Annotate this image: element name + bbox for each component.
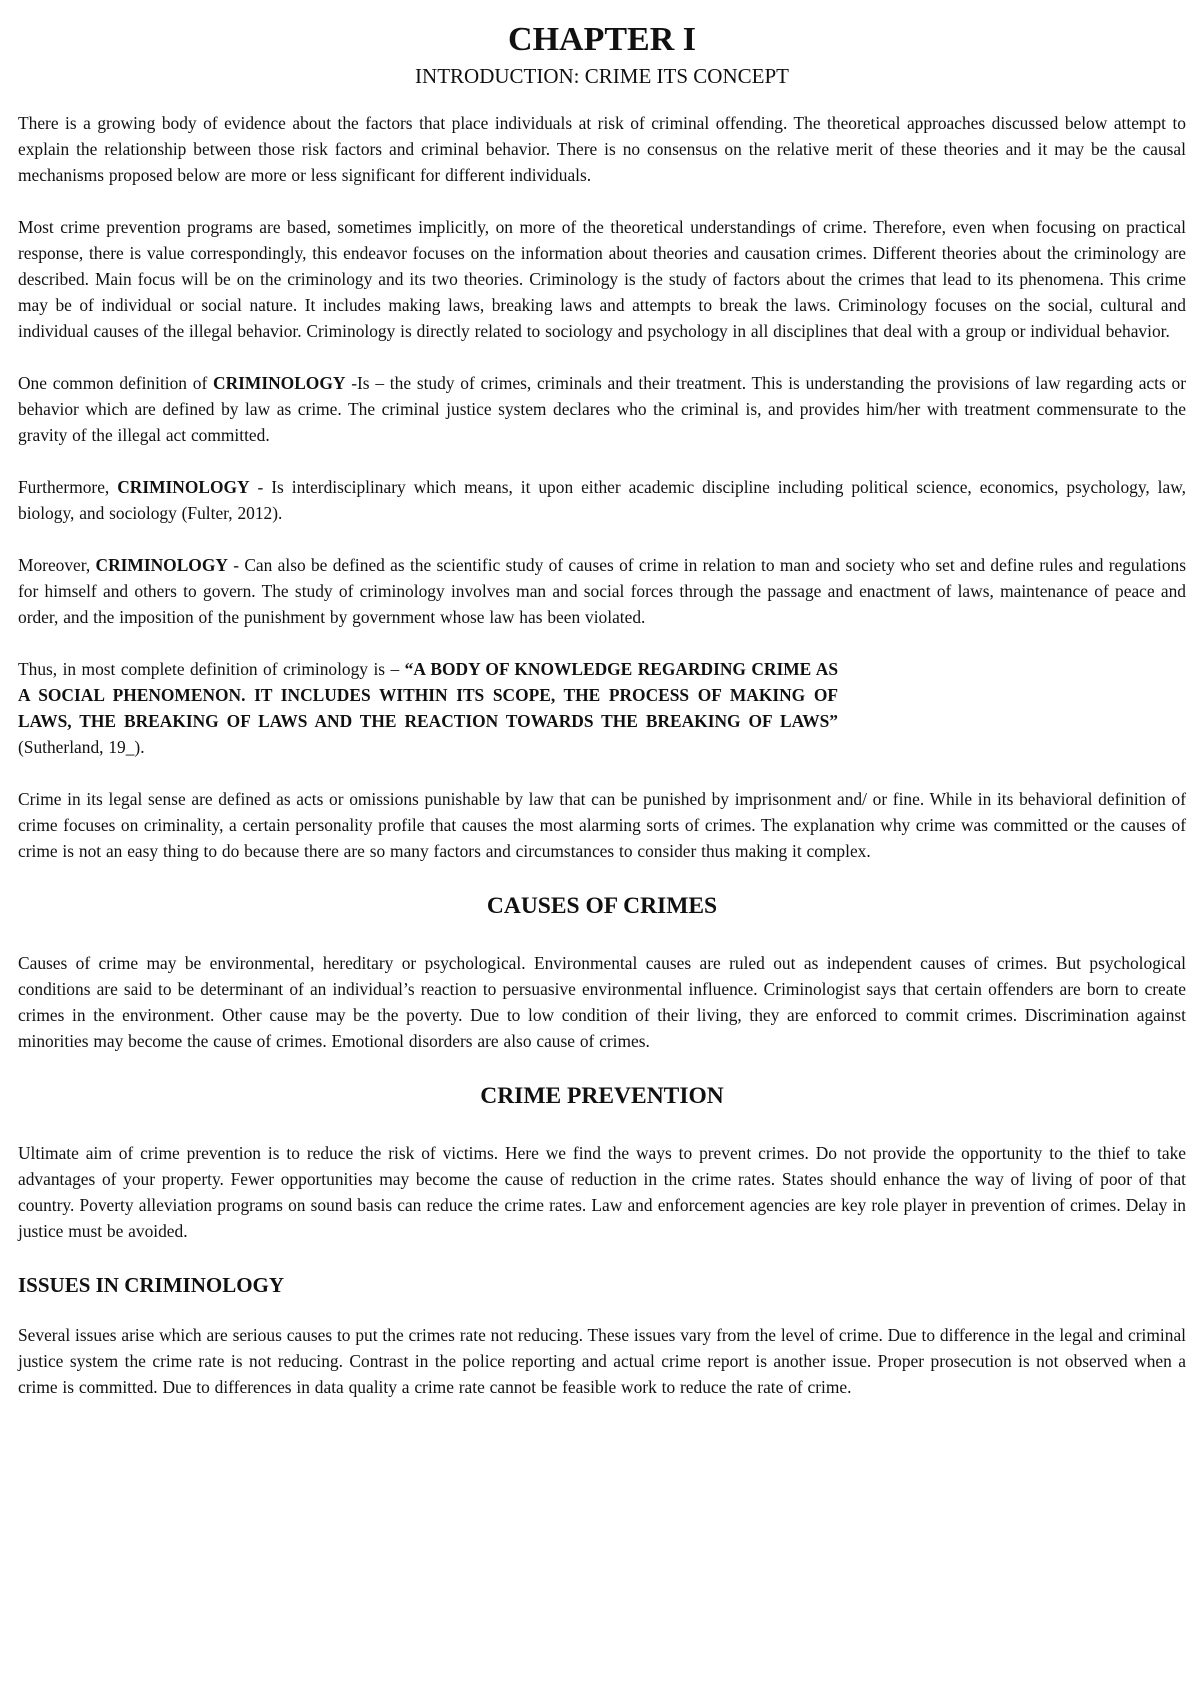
text-segment: -Is – the study of crimes, criminals and their treatment. This is understanding the provisions of law regarding acts or behavior which are defined by law as crime. The criminal justice system declares who the criminal is, and provides him/her with treatment commensurate to the gravity of the illegal act committed. (18, 373, 1186, 445)
term-criminology: CRIMINOLOGY (117, 477, 250, 497)
section-heading-causes: CAUSES OF CRIMES (486, 893, 718, 919)
text-segment: One common definition of (18, 373, 214, 393)
section-heading-issues: ISSUES IN CRIMINOLOGY (18, 1273, 285, 1297)
text-segment: Thus, in most complete definition of criminology is – (18, 659, 405, 679)
paragraph-sutherland-definition (18, 656, 838, 760)
text-segment: - Can also be defined as the scientific study of causes of crime in relation to man and society who set and define rules and regulations for himself and others to govern. The study of criminology involves man and social forces through the passage and enactment of laws, maintenance of peace and order, and the imposition of the punishment by government whose law has been violated. (18, 555, 1187, 627)
paragraph-prevention: Ultimate aim of crime prevention is to reduce the risk of victims. Here we find the ways to prevent crimes. Do not provide the opportunity to the thief to take advantages of your property. Fewer opportunities may become the cause of reduction in the crime rates. States should enhance the way of living of poor of that country. Poverty alleviation programs on sound basis can reduce the crime rates. Law and enforcement agencies are key role player in prevention of crimes. Delay in justice must be avoided. (18, 1143, 1186, 1241)
text-segment: Furthermore, (18, 477, 118, 497)
term-criminology: CRIMINOLOGY (213, 373, 346, 393)
paragraph-definition-common (18, 370, 1186, 448)
text-segment: Moreover, (18, 555, 96, 575)
section-heading-prevention: CRIME PREVENTION (480, 1083, 724, 1109)
citation: (Sutherland, 19_). (18, 737, 145, 757)
paragraph-causes: Causes of crime may be environmental, hereditary or psychological. Environmental causes are ruled out as independent causes of crimes. But psychological conditions are said to be determinant of an individual’s reaction to persuasive environmental influence. Criminologist says that certain offenders are born to create crimes in the environment. Other cause may be the poverty. Due to low condition of their living, they are enforced to commit crimes. Discrimination against minorities may become the cause of crimes. Emotional disorders are also cause of crimes. (18, 953, 1186, 1051)
paragraph-intro: There is a growing body of evidence about the factors that place individuals at risk of criminal offending. The theoretical approaches discussed below attempt to explain the relationship between those risk factors and criminal behavior. There is no consensus on the relative merit of these theories and it may be the causal mechanisms proposed below are more or less significant for different individuals. (18, 113, 1186, 185)
text-segment: - Is interdisciplinary which means, it upon either academic discipline including political science, economics, psychology, law, biology, and sociology (Fulter, 2012). (18, 477, 1187, 523)
paragraph-issues: Several issues arise which are serious causes to put the crimes rate not reducing. These issues vary from the level of crime. Due to difference in the legal and criminal justice system the crime rate is not reducing. Contrast in the police reporting and actual crime report is another issue. Proper prosecution is not observed when a crime is committed. Due to differences in data quality a crime rate cannot be feasible work to reduce the rate of crime. (18, 1325, 1186, 1397)
paragraph-definition-scientific (18, 552, 1186, 630)
sutherland-quote: “A BODY OF KNOWLEDGE REGARDING CRIME AS A SOCIAL PHENOMENON. IT INCLUDES WITHIN ITS SCOPE, THE PROCESS OF MAKING OF LAWS, THE BREAKING OF LAWS AND THE REACTION TOWARDS THE BREAKING OF LAWS” (18, 659, 838, 731)
chapter-title: CHAPTER I (508, 21, 696, 58)
paragraph-legal-sense: Crime in its legal sense are defined as acts or omissions punishable by law that can be punished by imprisonment and/ or fine. While in its behavioral definition of crime focuses on criminality, a certain personality profile that causes the most alarming sorts of crimes. The explanation why crime was committed or the causes of crime is not an easy thing to do because there are so many factors and circumstances to consider thus making it complex. (18, 789, 1186, 861)
paragraph-definition-interdisciplinary (18, 474, 1186, 526)
term-criminology: CRIMINOLOGY (95, 555, 228, 575)
chapter-subtitle: INTRODUCTION: CRIME ITS CONCEPT (415, 64, 789, 88)
paragraph-prevention-programs: Most crime prevention programs are based, sometimes implicitly, on more of the theoretical understandings of crime. Therefore, even when focusing on practical response, there is value correspondingly, this endeavor focuses on the information about theories and causation crimes. Different theories about the criminology are described. Main focus will be on the criminology and its two theories. Criminology is the study of factors about the crimes that lead to its phenomena. This crime may be of individual or social nature. It includes making laws, breaking laws and attempts to break the laws. Criminology focuses on the social, cultural and individual causes of the illegal behavior. Criminology is directly related to sociology and psychology in all disciplines that deal with a group or individual behavior. (18, 217, 1186, 341)
